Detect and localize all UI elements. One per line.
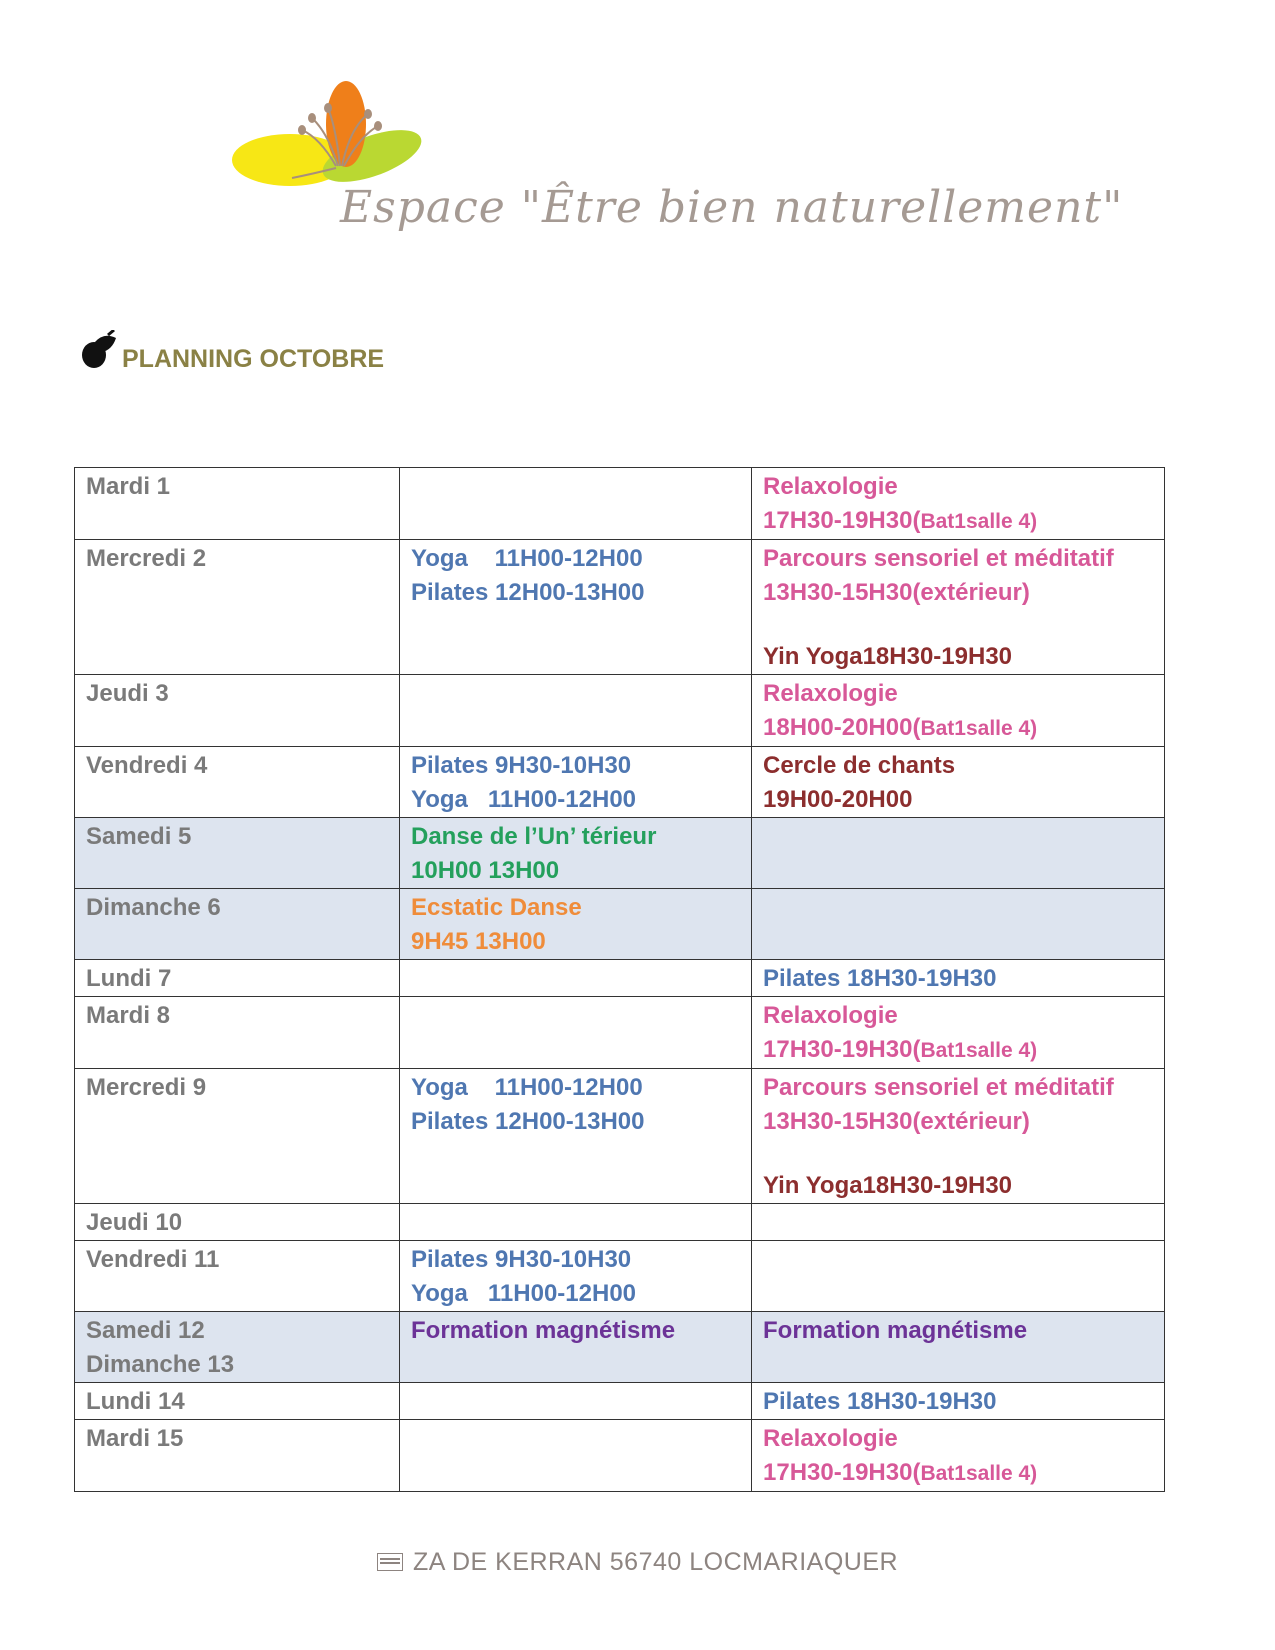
planning-row	[75, 818, 1165, 889]
day-label: Lundi 14	[86, 1388, 185, 1415]
day-cell	[75, 818, 400, 889]
planning-row	[75, 1420, 1165, 1492]
activity-line: Ecstatic Danse	[411, 894, 582, 921]
day-cell	[75, 889, 400, 960]
activity-line: Parcours sensoriel et méditatif	[763, 545, 1114, 572]
evening-activity-cell	[752, 818, 1165, 889]
day-cell	[75, 1420, 400, 1492]
day-label: Dimanche 13	[86, 1351, 235, 1378]
planning-row	[75, 540, 1165, 675]
activity-line: Relaxologie	[763, 473, 898, 500]
activity-line: Relaxologie	[763, 1002, 898, 1029]
evening-activity-cell	[752, 889, 1165, 960]
day-label: Dimanche 6	[86, 894, 221, 921]
morning-activity-cell	[400, 1420, 752, 1492]
morning-activity-cell	[400, 1383, 752, 1420]
evening-activity-cell	[752, 1204, 1165, 1241]
activity-line: Yoga 11H00-12H00	[411, 545, 643, 572]
day-cell	[75, 1312, 400, 1383]
evening-activity-cell	[752, 1069, 1165, 1204]
activity-line: Pilates 12H00-13H00	[411, 1108, 645, 1135]
activity-line: 10H00 13H00	[411, 857, 560, 884]
activity-line: Formation magnétisme	[763, 1317, 1028, 1344]
activity-line: Formation magnétisme	[411, 1317, 676, 1344]
day-cell	[75, 1383, 400, 1420]
morning-activity-cell	[400, 1069, 752, 1204]
planning-heading	[80, 330, 385, 373]
day-label: Mardi 15	[86, 1425, 184, 1452]
day-cell	[75, 675, 400, 747]
activity-line: Yin Yoga18H30-19H30	[763, 643, 1013, 670]
activity-line: 17H30-19H30(Bat1salle 4)	[763, 1036, 1038, 1063]
activity-line: 9H45 13H00	[411, 928, 546, 955]
location-note: Bat1salle 4)	[920, 717, 1038, 740]
day-label: Mercredi 2	[86, 545, 207, 572]
evening-activity-cell	[752, 1420, 1165, 1492]
day-cell	[75, 468, 400, 540]
day-cell	[75, 960, 400, 997]
location-note: Bat1salle 4)	[920, 1039, 1038, 1062]
day-label: Lundi 7	[86, 965, 172, 992]
planning-row	[75, 1312, 1165, 1383]
activity-line: Relaxologie	[763, 1425, 898, 1452]
evening-activity-cell	[752, 747, 1165, 818]
activity-line: 17H30-19H30(Bat1salle 4)	[763, 507, 1038, 534]
morning-activity-cell	[400, 960, 752, 997]
day-cell	[75, 1241, 400, 1312]
activity-line: Danse de l’Un’ térieur	[411, 823, 657, 850]
morning-activity-cell	[400, 540, 752, 675]
activity-line: Pilates 18H30-19H30	[763, 1388, 997, 1415]
day-cell	[75, 1069, 400, 1204]
day-label: Mardi 1	[86, 473, 171, 500]
day-label: Vendredi 4	[86, 752, 208, 779]
morning-activity-cell	[400, 675, 752, 747]
activity-line: 13H30-15H30(extérieur)	[763, 579, 1030, 606]
evening-activity-cell	[752, 468, 1165, 540]
planning-row	[75, 747, 1165, 818]
evening-activity-cell	[752, 540, 1165, 675]
day-cell	[75, 747, 400, 818]
planning-row	[75, 889, 1165, 960]
activity-line: Yoga 11H00-12H00	[411, 1074, 643, 1101]
morning-activity-cell	[400, 747, 752, 818]
acorn-icon	[80, 330, 118, 370]
activity-line: Yoga 11H00-12H00	[411, 1280, 637, 1307]
page-title: PLANNING OCTOBRE	[122, 345, 385, 373]
day-label: Vendredi 11	[86, 1246, 220, 1273]
activity-line: Yin Yoga18H30-19H30	[763, 1172, 1013, 1199]
activity-line: Yoga 11H00-12H00	[411, 786, 637, 813]
planning-row	[75, 1069, 1165, 1204]
evening-activity-cell	[752, 1312, 1165, 1383]
planning-row	[75, 960, 1165, 997]
footer-address	[0, 1548, 1275, 1577]
activity-line: Cercle de chants	[763, 752, 956, 779]
evening-activity-cell	[752, 1383, 1165, 1420]
planning-row	[75, 997, 1165, 1069]
envelope-icon	[377, 1553, 403, 1571]
planning-row	[75, 1241, 1165, 1312]
activity-line: Pilates 9H30-10H30	[411, 1246, 632, 1273]
brand-name: Espace "Être bien naturellement"	[340, 182, 1124, 233]
activity-line: Pilates 12H00-13H00	[411, 579, 645, 606]
evening-activity-cell	[752, 997, 1165, 1069]
morning-activity-cell	[400, 1204, 752, 1241]
activity-line: 19H00-20H00	[763, 786, 913, 813]
planning-row	[75, 468, 1165, 540]
morning-activity-cell	[400, 468, 752, 540]
flower-logo	[232, 78, 432, 198]
planning-row	[75, 1204, 1165, 1241]
day-cell	[75, 1204, 400, 1241]
activity-line: 17H30-19H30(Bat1salle 4)	[763, 1459, 1038, 1486]
location-note: Bat1salle 4)	[920, 510, 1038, 533]
day-label: Samedi 12	[86, 1317, 205, 1344]
day-label: Samedi 5	[86, 823, 192, 850]
address-text: ZA DE KERRAN 56740 LOCMARIAQUER	[412, 1548, 899, 1576]
planning-row	[75, 1383, 1165, 1420]
day-cell	[75, 997, 400, 1069]
morning-activity-cell	[400, 889, 752, 960]
spacer	[763, 610, 1153, 640]
activity-line: 13H30-15H30(extérieur)	[763, 1108, 1030, 1135]
day-label: Mercredi 9	[86, 1074, 207, 1101]
activity-line: Relaxologie	[763, 680, 898, 707]
activity-line: Pilates 9H30-10H30	[411, 752, 632, 779]
morning-activity-cell	[400, 1312, 752, 1383]
planning-table	[74, 467, 1165, 1492]
day-label: Jeudi 10	[86, 1209, 183, 1236]
planning-row	[75, 675, 1165, 747]
spacer	[763, 1139, 1153, 1169]
evening-activity-cell	[752, 675, 1165, 747]
activity-line: Pilates 18H30-19H30	[763, 965, 997, 992]
day-label: Jeudi 3	[86, 680, 169, 707]
morning-activity-cell	[400, 997, 752, 1069]
activity-line: Parcours sensoriel et méditatif	[763, 1074, 1114, 1101]
evening-activity-cell	[752, 1241, 1165, 1312]
morning-activity-cell	[400, 1241, 752, 1312]
location-note: Bat1salle 4)	[920, 1462, 1038, 1485]
day-label: Mardi 8	[86, 1002, 171, 1029]
evening-activity-cell	[752, 960, 1165, 997]
morning-activity-cell	[400, 818, 752, 889]
day-cell	[75, 540, 400, 675]
activity-line: 18H00-20H00(Bat1salle 4)	[763, 714, 1038, 741]
